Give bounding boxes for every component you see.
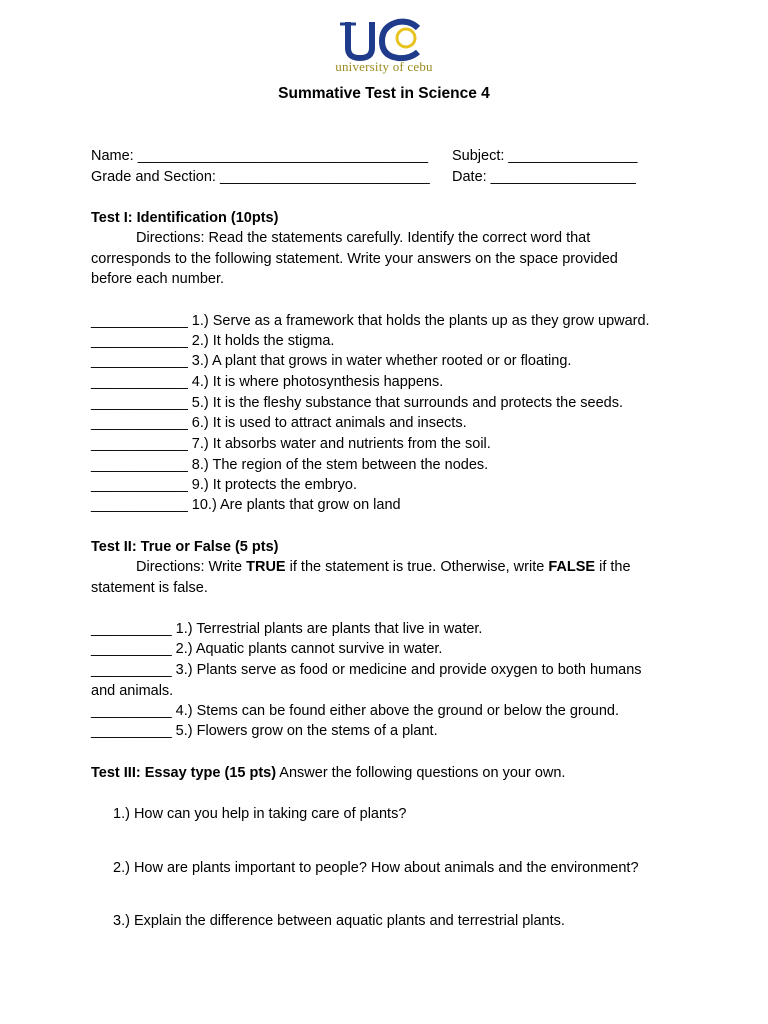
university-logo — [326, 16, 442, 80]
uc-monogram — [326, 16, 442, 62]
subject-field: Subject: ________________ — [452, 148, 638, 164]
test1-directions: Directions: Read the statements carefully. Identify the correct word that corresponds to the following statement. Write your answers on the space provided before each number. — [91, 230, 618, 288]
test1-item: ____________ 7.) It absorbs water and nutrients from the soil. — [91, 436, 491, 452]
essay-question: 2.) How are plants important to people? How about animals and the environment? — [113, 860, 639, 876]
test1-item: ____________ 4.) It is where photosynthesis happens. — [91, 374, 444, 390]
dir-prefix: Directions: Write — [136, 559, 247, 575]
test2-item: __________ 1.) Terrestrial plants are plants that live in water. — [91, 621, 483, 637]
page-title: Summative Test in Science 4 — [278, 85, 490, 102]
essay-question: 1.) How can you help in taking care of plants? — [113, 806, 407, 822]
test2-item: __________ 3.) Plants serve as food or medicine and provide oxygen to both humans and animals. — [91, 662, 642, 699]
test1-item: ____________ 2.) It holds the stigma. — [91, 333, 335, 349]
test1-item: ____________ 3.) A plant that grows in water whether rooted or or floating. — [91, 353, 572, 369]
test1-item: ____________ 6.) It is used to attract animals and insects. — [91, 415, 467, 431]
logo-subtitle: university of cebu — [335, 59, 433, 74]
test1-item: ____________ 5.) It is the fleshy substance that surrounds and protects the seeds. — [91, 395, 624, 411]
dir-suffix: if the statement is false. — [91, 559, 631, 596]
test1-item: ____________ 8.) The region of the stem between the nodes. — [91, 457, 489, 473]
test3-line — [91, 763, 565, 784]
test2-item: __________ 5.) Flowers grow on the stems of a plant. — [91, 723, 438, 739]
dir-true: TRUE — [246, 559, 286, 575]
test2-directions — [91, 557, 661, 598]
test2-item: __________ 4.) Stems can be found either above the ground or below the ground. — [91, 703, 620, 719]
test3-instruction: Answer the following questions on your own. — [276, 765, 566, 781]
test2-item: __________ 2.) Aquatic plants cannot survive in water. — [91, 641, 443, 657]
dir-false: FALSE — [548, 559, 596, 575]
test1-item: ____________ 1.) Serve as a framework that holds the plants up as they grow upward. — [91, 313, 650, 329]
dir-mid: if the statement is true. Otherwise, write — [285, 559, 549, 575]
test1-heading: Test I: Identification (10pts) — [91, 210, 279, 226]
test3-heading: Test III: Essay type (15 pts) — [91, 765, 277, 781]
test1-item: ____________ 9.) It protects the embryo. — [91, 477, 358, 493]
name-field: Name: ____________________________________ — [91, 148, 429, 164]
test2-heading: Test II: True or False (5 pts) — [91, 539, 279, 555]
date-field: Date: __________________ — [452, 169, 636, 185]
test1-item: ____________ 10.) Are plants that grow on land — [91, 497, 401, 513]
essay-question: 3.) Explain the difference between aquatic plants and terrestrial plants. — [113, 913, 565, 929]
grade-section-field: Grade and Section: __________________________ — [91, 169, 430, 185]
